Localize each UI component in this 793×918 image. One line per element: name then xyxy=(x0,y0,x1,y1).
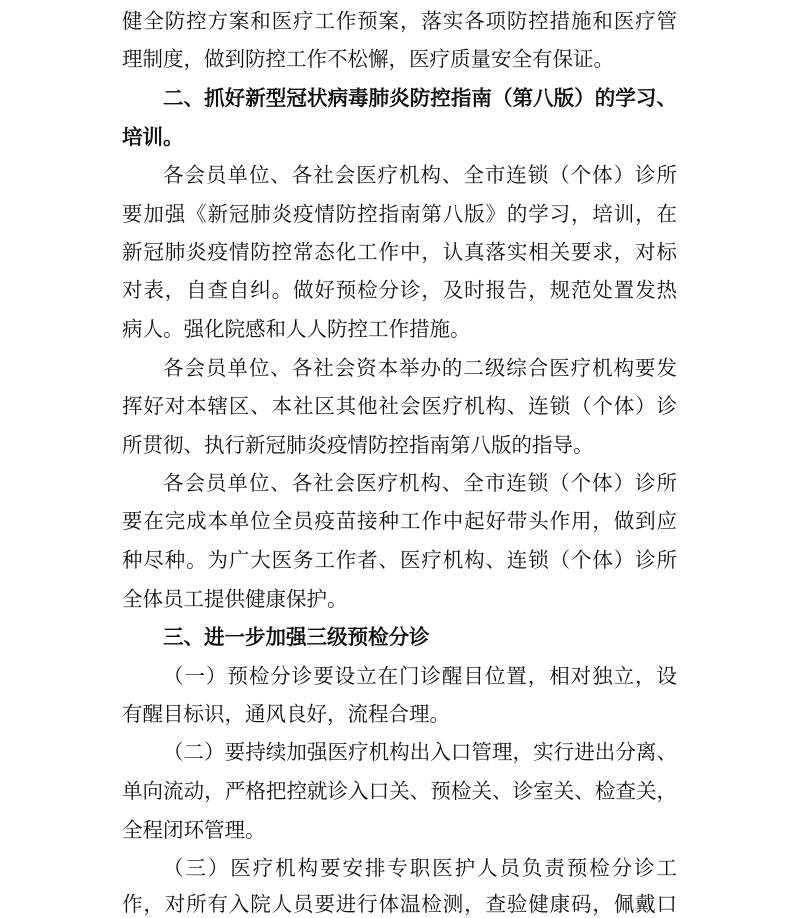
body-line: 对表，自查自纠。做好预检分诊，及时报告，规范处置发热 xyxy=(122,278,677,302)
body-line: 挥好对本辖区、本社区其他社会医疗机构、连锁（个体）诊 xyxy=(122,394,677,418)
body-line: 各会员单位、各社会资本举办的二级综合医疗机构要发 xyxy=(163,356,677,380)
body-line: 健全防控方案和医疗工作预案，落实各项防控措施和医疗管 xyxy=(122,9,677,33)
body-line: 理制度，做到防控工作不松懈，医疗质量安全有保证。 xyxy=(122,47,614,71)
body-line: 各会员单位、各社会医疗机构、全市连锁（个体）诊所 xyxy=(163,163,677,187)
body-line: 单向流动，严格把控就诊入口关、预检关、诊室关、检查关， xyxy=(122,779,677,803)
body-line: 有醒目标识，通风良好，流程合理。 xyxy=(122,702,450,726)
body-line: （一）预检分诊要设立在门诊醒目位置，相对独立，设 xyxy=(163,664,677,688)
body-line: 病人。强化院感和人人防控工作措施。 xyxy=(122,317,471,341)
section-heading: 三、进一步加强三级预检分诊 xyxy=(163,625,430,649)
body-line: 种尽种。为广大医务工作者、医疗机构、连锁（个体）诊所 xyxy=(122,548,677,572)
body-line: 全体员工提供健康保护。 xyxy=(122,587,348,611)
body-line: 作，对所有入院人员要进行体温检测，查验健康码，佩戴口 xyxy=(122,892,677,916)
body-line: （三）医疗机构要安排专职医护人员负责预检分诊工 xyxy=(163,856,677,880)
body-line: 要在完成本单位全员疫苗接种工作中起好带头作用，做到应 xyxy=(122,509,677,533)
body-line: 全程闭环管理。 xyxy=(122,818,266,842)
section-heading: 二、抓好新型冠状病毒肺炎防控指南（第八版）的学习、 xyxy=(163,86,677,110)
body-line: 各会员单位、各社会医疗机构、全市连锁（个体）诊所 xyxy=(163,471,677,495)
body-line: 所贯彻、执行新冠肺炎疫情防控指南第八版的指导。 xyxy=(122,433,594,457)
body-line: （二）要持续加强医疗机构出入口管理，实行进出分离、 xyxy=(163,740,677,764)
body-line: 要加强《新冠肺炎疫情防控指南第八版》的学习，培训，在 xyxy=(122,202,677,226)
section-heading: 培训。 xyxy=(122,125,184,149)
body-line: 新冠肺炎疫情防控常态化工作中，认真落实相关要求，对标 xyxy=(122,240,677,264)
